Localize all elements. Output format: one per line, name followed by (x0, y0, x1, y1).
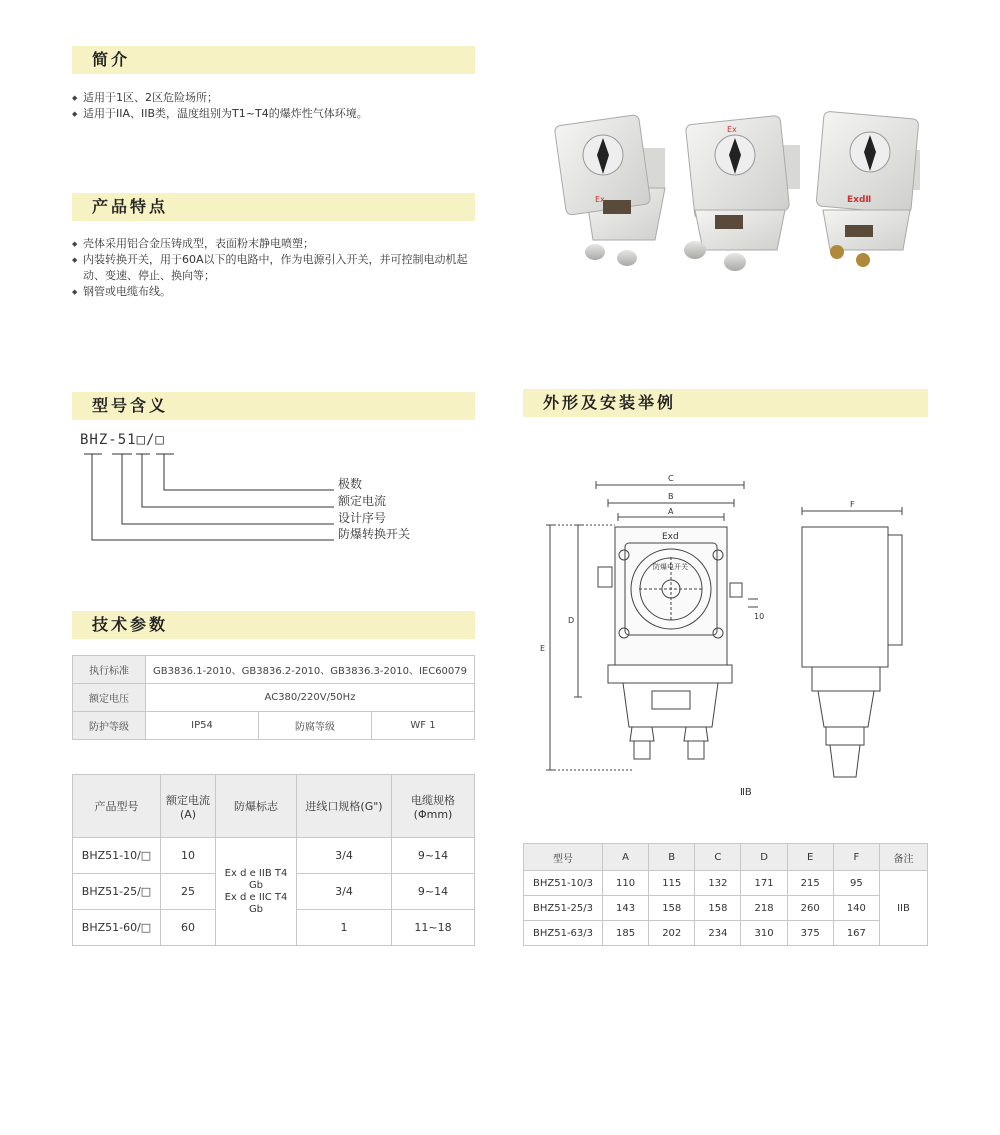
intro-section-title: 简介 (72, 46, 475, 74)
ex-mark-line: Gb (248, 903, 264, 915)
dim-cell: 95 (833, 871, 879, 896)
model-section-title: 型号含义 (72, 392, 475, 420)
model-label: 额定电流 (338, 494, 387, 508)
column-header: 电缆规格(Φmm) (392, 775, 475, 838)
dim-cell: 167 (833, 921, 879, 946)
face-mark: Exd (662, 532, 679, 542)
dim-cell: 140 (833, 896, 879, 921)
column-header: 额定电流(A) (161, 775, 216, 838)
dim-label-e: E (540, 644, 546, 653)
column-header: B (649, 844, 695, 871)
table-header-row (524, 844, 928, 871)
table-row (524, 921, 928, 946)
params-section-title: 技术参数 (72, 611, 475, 639)
table-row (524, 871, 928, 896)
column-header: 进线口规格(G") (297, 775, 392, 838)
dim-cell: 202 (649, 921, 695, 946)
column-header: C (695, 844, 741, 871)
table-row (73, 838, 475, 874)
dim-cell: 158 (649, 896, 695, 921)
column-header: 防爆标志 (216, 775, 297, 838)
inlet-cell: 3/4 (297, 838, 392, 874)
table-row (73, 712, 475, 740)
dim-cell: 110 (603, 871, 649, 896)
outline-drawing (530, 465, 930, 805)
ex-mark-cell (216, 838, 297, 946)
table-header-row (73, 775, 475, 838)
outline-section-title: 外形及安装举例 (523, 389, 928, 417)
ex-mark-line: Ex d e IIB T4 (224, 867, 288, 879)
current-cell: 60 (161, 910, 216, 946)
current-cell: 10 (161, 838, 216, 874)
dim-label-d: D (568, 616, 575, 625)
cable-cell: 9~14 (392, 874, 475, 910)
dimension-table (523, 843, 928, 946)
ex-mark-line: Ex d e IIC T4 (224, 891, 288, 903)
dim-cell: 375 (787, 921, 833, 946)
protection-value: IP54 (146, 712, 259, 740)
dim-cell: 185 (603, 921, 649, 946)
table-row (73, 684, 475, 712)
dim-label-10: 10 (754, 612, 765, 621)
column-header: D (741, 844, 787, 871)
column-header: A (603, 844, 649, 871)
dim-cell: 310 (741, 921, 787, 946)
model-cell: BHZ51-10/□ (73, 838, 161, 874)
corrosion-label: 防腐等级 (259, 712, 372, 740)
model-code: BHZ-51□/□ (80, 432, 165, 448)
ex-mark-text: ExdⅡ (847, 195, 872, 205)
dim-cell: 143 (603, 896, 649, 921)
voltage-value: AC380/220V/50Hz (146, 684, 475, 712)
dim-cell: 234 (695, 921, 741, 946)
ex-mark-text: Ex (595, 195, 605, 204)
list-item: ◆ 钢管或电缆布线。 (72, 284, 477, 300)
switch-unit-left (554, 114, 665, 266)
dim-label-c: C (668, 474, 674, 483)
params-table (72, 655, 475, 740)
product-photo (545, 110, 935, 300)
cable-cell: 9~14 (392, 838, 475, 874)
standard-label: 执行标准 (73, 656, 146, 684)
list-item: ◆ 内装转换开关，用于60A以下的电路中，作为电源引入开关，并可控制电动机起动、变速、停止、换向等； (72, 252, 477, 284)
dim-label-f: F (850, 500, 855, 509)
ex-mark-text: Ex (727, 125, 737, 134)
model-label: 极数 (338, 477, 363, 491)
model-cell: BHZ51-63/3 (524, 921, 603, 946)
inlet-cell: 3/4 (297, 874, 392, 910)
list-item: ◆ 壳体采用铝合金压铸成型，表面粉末静电喷塑； (72, 236, 477, 252)
column-header: 型号 (524, 844, 603, 871)
inlet-cell: 1 (297, 910, 392, 946)
current-cell: 25 (161, 874, 216, 910)
column-header: 产品型号 (73, 775, 161, 838)
model-cell: BHZ51-10/3 (524, 871, 603, 896)
model-cell: BHZ51-25/3 (524, 896, 603, 921)
spec-table (72, 774, 475, 946)
model-cell: BHZ51-60/□ (73, 910, 161, 946)
features-section-title: 产品特点 (72, 193, 475, 221)
standard-value: GB3836.1-2010、GB3836.2-2010、GB3836.3-2010、IEC60079 (146, 656, 475, 684)
ex-mark-line: Gb (248, 879, 264, 891)
remark-cell: IIB (879, 871, 927, 946)
list-item: ◆ 适用于IIA、IIB类，温度组别为T1~T4的爆炸性气体环境。 (72, 106, 492, 122)
dial-text: 防爆电开关 (653, 563, 688, 571)
dim-cell: 171 (741, 871, 787, 896)
dim-cell: 158 (695, 896, 741, 921)
features-list (72, 236, 477, 300)
voltage-label: 额定电压 (73, 684, 146, 712)
column-header: 备注 (879, 844, 927, 871)
model-cell: BHZ51-25/□ (73, 874, 161, 910)
dim-cell: 260 (787, 896, 833, 921)
dim-cell: 218 (741, 896, 787, 921)
column-header: E (787, 844, 833, 871)
switch-unit-middle (684, 115, 800, 271)
cable-cell: 11~18 (392, 910, 475, 946)
intro-list (72, 90, 492, 122)
model-code-diagram (80, 432, 460, 552)
dim-label-b: B (668, 492, 674, 501)
model-label: 设计序号 (338, 511, 387, 525)
drawing-caption: ⅡB (740, 787, 752, 798)
column-header: F (833, 844, 879, 871)
dim-label-a: A (668, 507, 674, 516)
dim-cell: 132 (695, 871, 741, 896)
protection-label: 防护等级 (73, 712, 146, 740)
dim-cell: 215 (787, 871, 833, 896)
model-label: 防爆转换开关 (338, 527, 411, 541)
switch-unit-right (816, 111, 920, 267)
corrosion-value: WF 1 (372, 712, 475, 740)
list-item: ◆ 适用于1区、2区危险场所； (72, 90, 492, 106)
table-row (73, 656, 475, 684)
table-row (524, 896, 928, 921)
dim-cell: 115 (649, 871, 695, 896)
